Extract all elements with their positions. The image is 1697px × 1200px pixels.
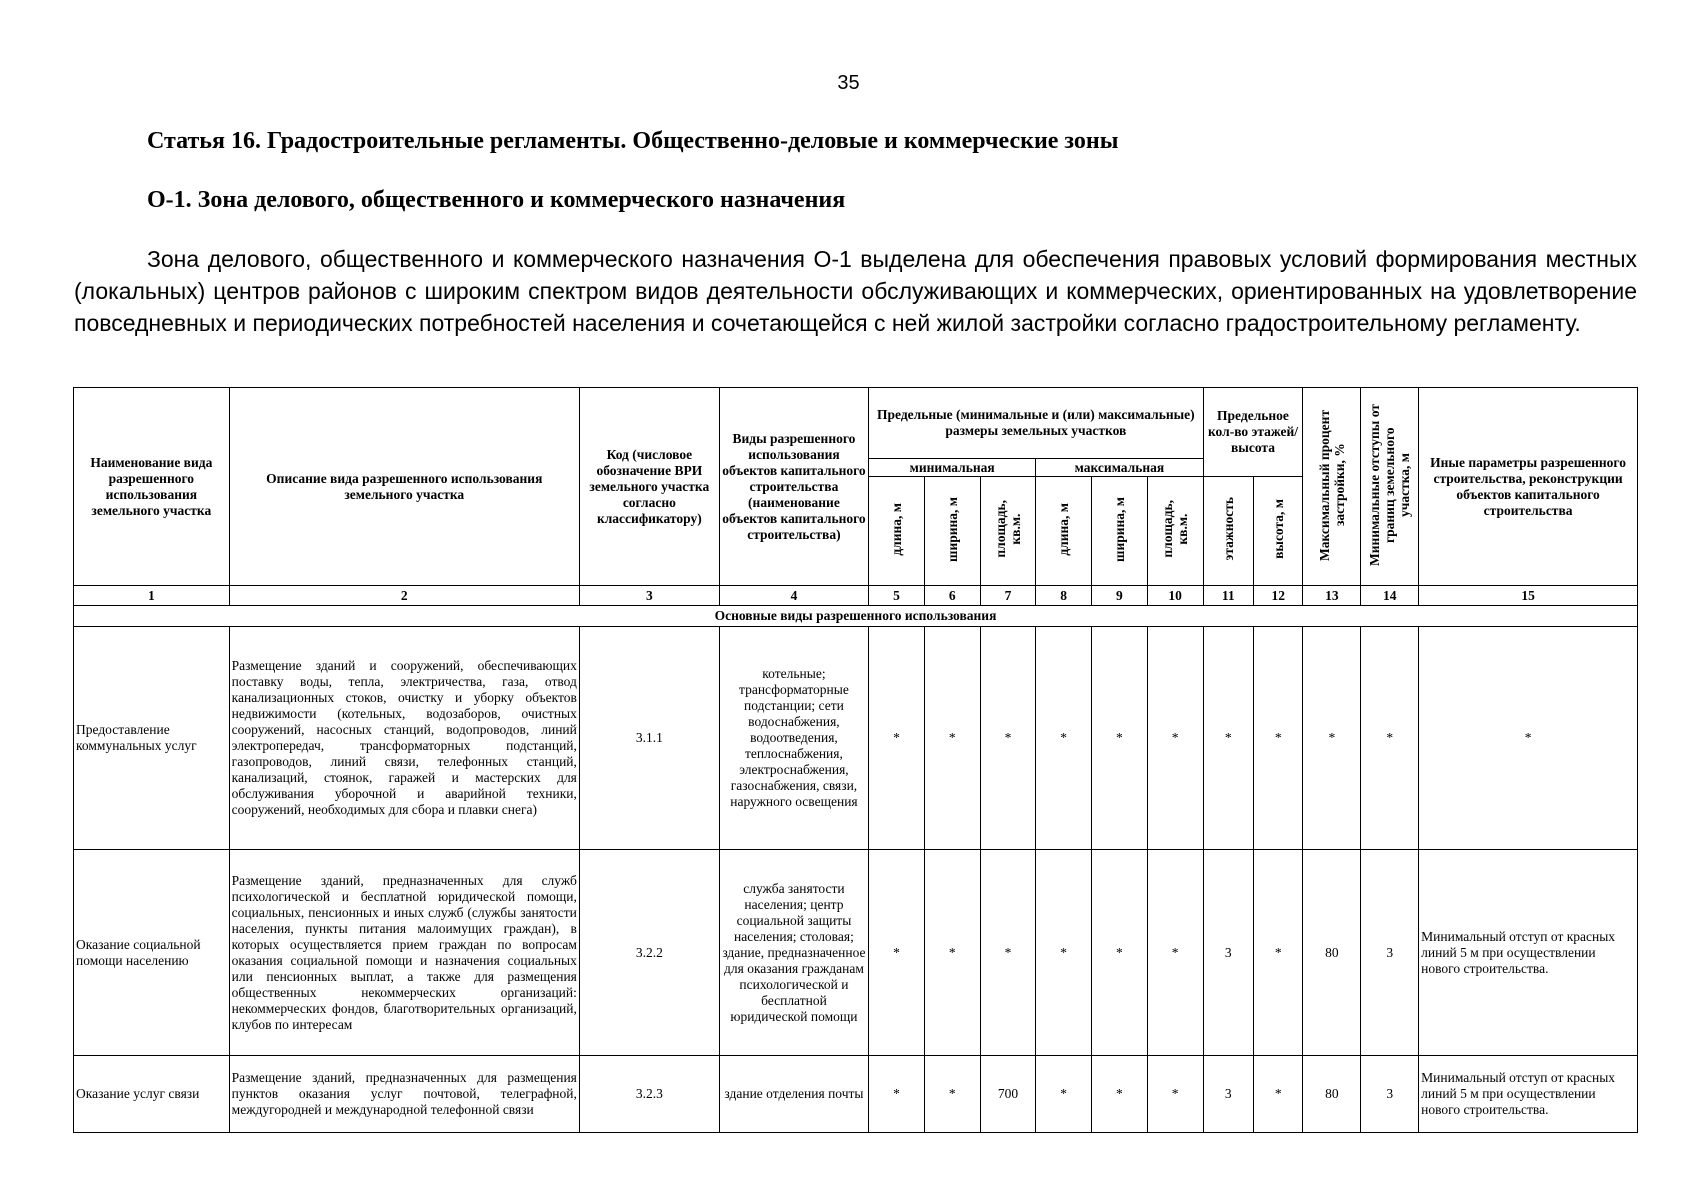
row-min-area: *: [980, 850, 1036, 1056]
row-height: *: [1254, 627, 1303, 850]
row-min-width: *: [924, 850, 980, 1056]
row-objects: здание отделения почты: [719, 1056, 868, 1133]
row-max-area: *: [1147, 627, 1203, 850]
column-number-row: [74, 586, 1638, 606]
row-other: Минимальный отступ от красных линий 5 м при осуществлении нового строительства.: [1419, 1056, 1638, 1133]
intro-paragraph: Зона делового, общественного и коммерческого назначения О-1 выделена для обеспечения правовых условий формирования местных (локальных) центров районов с широким спектром видов деятельности обслуживающих и коммерческих, ориентированных на удовлетворение повседневных и периодических потребностей населения и сочетающейся с ней жилой застройки согласно градостроительному регламенту.: [74, 246, 1637, 336]
column-number: 11: [1203, 586, 1253, 606]
header-min-area: площадь, кв.м.: [980, 477, 1036, 586]
row-max-width: *: [1092, 1056, 1148, 1133]
column-number: 15: [1419, 586, 1638, 606]
header-description: Описание вида разрешенного использования земельного участка: [229, 388, 579, 586]
row-floors: 3: [1203, 1056, 1253, 1133]
row-name: Оказание услуг связи: [74, 1056, 230, 1133]
row-coverage: 80: [1303, 1056, 1361, 1133]
section-title: Основные виды разрешенного использования: [74, 606, 1638, 627]
column-number: 8: [1036, 586, 1092, 606]
row-min-width: *: [924, 1056, 980, 1133]
column-number: 4: [719, 586, 868, 606]
row-max-length: *: [1036, 1056, 1092, 1133]
row-max-width: *: [1092, 627, 1148, 850]
row-min-area: *: [980, 627, 1036, 850]
header-minimal: минимальная: [869, 459, 1036, 477]
row-min-area: 700: [980, 1056, 1036, 1133]
row-min-length: *: [869, 850, 925, 1056]
header-objects: Виды разрешенного использования объектов капитального строительства (наименование объектов капитального строительства): [719, 388, 868, 586]
page-number: 35: [837, 72, 860, 94]
header-height: высота, м: [1254, 477, 1303, 586]
row-objects: служба занятости населения; центр социальной защиты населения; столовая; здание, предназначенное для оказания гражданам психологической и бесплатной юридической помощи: [719, 850, 868, 1056]
column-number: 3: [579, 586, 719, 606]
row-max-area: *: [1147, 850, 1203, 1056]
column-number: 2: [229, 586, 579, 606]
row-min-length: *: [869, 627, 925, 850]
row-setback: *: [1361, 627, 1419, 850]
column-number: 1: [74, 586, 230, 606]
row-description: Размещение зданий и сооружений, обеспечивающих поставку воды, тепла, электричества, газа, отвод канализационных стоков, очистку и уборку объектов недвижимости (котельных, водозаборов, очистных сооружений, насосных станций, водопроводов, линий электропередач, трансформаторных подстанций, газопроводов, линий связи, телефонных станций, канализаций, стоянок, гаражей и мастерских для обслуживания уборочной и аварийной техники, сооружений, необходимых для сбора и плавки снега): [229, 627, 579, 850]
row-setback: 3: [1361, 1056, 1419, 1133]
row-height: *: [1254, 850, 1303, 1056]
header-max-length: длина, м: [1036, 477, 1092, 586]
row-setback: 3: [1361, 850, 1419, 1056]
header-maximal: максимальная: [1036, 459, 1203, 477]
header-floors-height: Предельное кол-во этажей/ высота: [1203, 388, 1303, 477]
row-max-area: *: [1147, 1056, 1203, 1133]
column-number: 5: [869, 586, 925, 606]
row-code: 3.2.2: [579, 850, 719, 1056]
row-code: 3.2.3: [579, 1056, 719, 1133]
column-number: 14: [1361, 586, 1419, 606]
header-floors: этажность: [1203, 477, 1253, 586]
row-code: 3.1.1: [579, 627, 719, 850]
column-number: 13: [1303, 586, 1361, 606]
header-max-area: площадь, кв.м.: [1147, 477, 1203, 586]
zone-title: О-1. Зона делового, общественного и коммерческого назначения: [147, 187, 846, 213]
column-number: 6: [924, 586, 980, 606]
header-min-length: длина, м: [869, 477, 925, 586]
column-number: 10: [1147, 586, 1203, 606]
column-number: 7: [980, 586, 1036, 606]
row-name: Предоставление коммунальных услуг: [74, 627, 230, 850]
row-other: *: [1419, 627, 1638, 850]
column-number: 12: [1254, 586, 1303, 606]
table-row: [74, 850, 1638, 1056]
row-min-length: *: [869, 1056, 925, 1133]
regulations-table: [73, 387, 1638, 1133]
header-max-coverage: Максимальный процент застройки, %: [1303, 388, 1361, 586]
row-coverage: 80: [1303, 850, 1361, 1056]
row-max-width: *: [1092, 850, 1148, 1056]
row-objects: котельные; трансформаторные подстанции; сети водоснабжения, водоотведения, теплоснабжения, электроснабжения, газоснабжения, связи, наружного освещения: [719, 627, 868, 850]
row-max-length: *: [1036, 627, 1092, 850]
article-title: Статья 16. Градостроительные регламенты. Общественно-деловые и коммерческие зоны: [147, 128, 1119, 154]
header-max-width: ширина, м: [1092, 477, 1148, 586]
row-min-width: *: [924, 627, 980, 850]
column-number: 9: [1092, 586, 1148, 606]
row-height: *: [1254, 1056, 1303, 1133]
row-floors: *: [1203, 627, 1253, 850]
row-other: Минимальный отступ от красных линий 5 м при осуществлении нового строительства.: [1419, 850, 1638, 1056]
header-min-width: ширина, м: [924, 477, 980, 586]
header-plot-limits: Предельные (минимальные и (или) максимальные) размеры земельных участков: [869, 388, 1203, 459]
header-other-params: Иные параметры разрешенного строительства, реконструкции объектов капитального строительства: [1419, 388, 1638, 586]
header-min-setback: Минимальные отступы от границ земельного участка, м: [1361, 388, 1419, 586]
row-coverage: *: [1303, 627, 1361, 850]
header-code: Код (числовое обозначение ВРИ земельного участка согласно классификатору): [579, 388, 719, 586]
table-row: [74, 627, 1638, 850]
row-description: Размещение зданий, предназначенных для служб психологической и бесплатной юридической помощи, социальных, пенсионных и иных служб (службы занятости населения, пункты питания малоимущих граждан), в которых осуществляется прием граждан по вопросам оказания социальной помощи и назначения социальных или пенсионных выплат, а также для размещения общественных некоммерческих организаций: некоммерческих фондов, благотворительных организаций, клубов по интересам: [229, 850, 579, 1056]
row-description: Размещение зданий, предназначенных для размещения пунктов оказания услуг почтовой, телеграфной, междугородней и международной телефонной связи: [229, 1056, 579, 1133]
header-name: Наименование вида разрешенного использования земельного участка: [74, 388, 230, 586]
row-name: Оказание социальной помощи населению: [74, 850, 230, 1056]
row-floors: 3: [1203, 850, 1253, 1056]
row-max-length: *: [1036, 850, 1092, 1056]
table-row: [74, 1056, 1638, 1133]
